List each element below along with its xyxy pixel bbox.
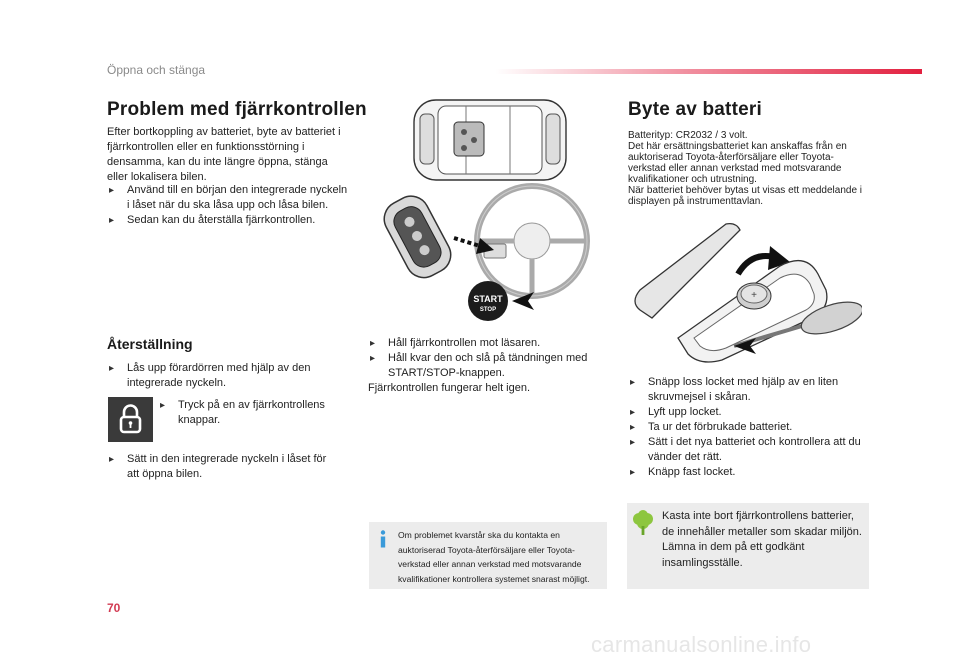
battery-type: Batterityp: CR2032 / 3 volt.	[628, 130, 748, 141]
reset-title: Återställning	[107, 336, 193, 352]
section-label: Öppna och stänga	[107, 63, 206, 77]
info-note-text: Om problemet kvarstår ska du kontakta en auktoriserad Toyota-återförsäljare eller Toyota-verkstad eller annan verkstad med motsvarande kvalifikationer kontrollera systemet snarast möjligt.	[398, 530, 590, 584]
page-number: 70	[107, 601, 121, 615]
battery-title: Byte av batteri	[628, 99, 762, 120]
list-item: ▸ Snäpp loss locket med hjälp av en liten skruvmejsel i skåran.	[628, 375, 864, 405]
reset-result: Fjärrkontrollen fungerar helt igen.	[368, 382, 531, 394]
watermark: carmanualsonline.info	[591, 632, 812, 657]
list-item: ▸ Håll kvar den och slå på tändningen med START/STOP-knappen.	[368, 351, 604, 381]
list-item: ▸ Ta ur det förbrukade batteriet.	[628, 420, 864, 435]
remote-problem-intro: Efter bortkoppling av batteriet, byte av batteriet i fjärrkontrollen eller en funktionsstörning i densamma, kan du inte längre öppna, stänga eller lokalisera bilen.	[107, 126, 341, 183]
remote-key-icon	[378, 190, 457, 284]
reset-steps-continued	[368, 336, 604, 381]
reset-step-1	[107, 361, 329, 391]
list-item: ▸ Sedan kan du återställa fjärrkontrollen.	[107, 213, 349, 228]
start-stop-button-icon	[468, 281, 534, 321]
svg-text:+: +	[751, 290, 757, 301]
battery-description: Det här ersättningsbatteriet kan anskaffas från en auktoriserad Toyota-återförsäljare eller Toyota-verkstad eller annan verkstad med motsvarande kvalifikationer och utrustning.	[628, 141, 847, 185]
battery-steps	[628, 375, 864, 480]
start-label: START	[473, 294, 503, 304]
list-item: ▸ Lyft upp locket.	[628, 405, 864, 420]
list-item: ▸ Håll fjärrkontrollen mot läsaren.	[368, 336, 604, 351]
list-item: ▸ Tryck på en av fjärrkontrollens knappar.	[158, 398, 338, 428]
remote-reader-illustration	[372, 96, 602, 326]
remote-cover-icon	[635, 224, 740, 318]
remote-problem-list	[107, 183, 349, 228]
header-accent-bar	[495, 69, 922, 74]
battery-icon	[737, 283, 771, 309]
car-top-view-icon	[414, 100, 566, 180]
list-item: ▸ Knäpp fast locket.	[628, 465, 864, 480]
reset-step-3	[107, 452, 339, 482]
battery-info	[628, 130, 868, 207]
remote-problem-title: Problem med fjärrkontrollen	[107, 99, 367, 120]
remote-body-icon	[678, 261, 827, 362]
reset-step-2	[158, 398, 338, 428]
list-item: ▸ Använd till en början den integrerade nyckeln i låset när du ska låsa upp och låsa bilen.	[107, 183, 349, 213]
stop-label: STOP	[479, 307, 497, 313]
battery-display-note: När batteriet behöver bytas ut visas ett meddelande i displayen på instrumenttavlan.	[628, 185, 863, 207]
steering-wheel-icon	[477, 186, 587, 296]
list-item: ▸ Sätt i det nya batteriet och kontrollera att du vänder det rätt.	[628, 435, 864, 465]
list-item: ▸ Sätt in den integrerade nyckeln i låset för att öppna bilen.	[107, 452, 339, 482]
eco-note-text: Kasta inte bort fjärrkontrollens batterier, de innehåller metaller som skadar miljön. Lämna in dem på ett godkänt insamlingsställe.	[662, 510, 862, 569]
info-icon	[378, 530, 388, 548]
list-item: ▸ Lås upp förardörren med hjälp av den integrerade nyckeln.	[107, 361, 329, 391]
battery-replacement-illustration	[630, 220, 862, 370]
lock-button-illustration	[108, 397, 153, 442]
tree-icon	[632, 510, 654, 536]
lock-icon	[108, 397, 153, 442]
